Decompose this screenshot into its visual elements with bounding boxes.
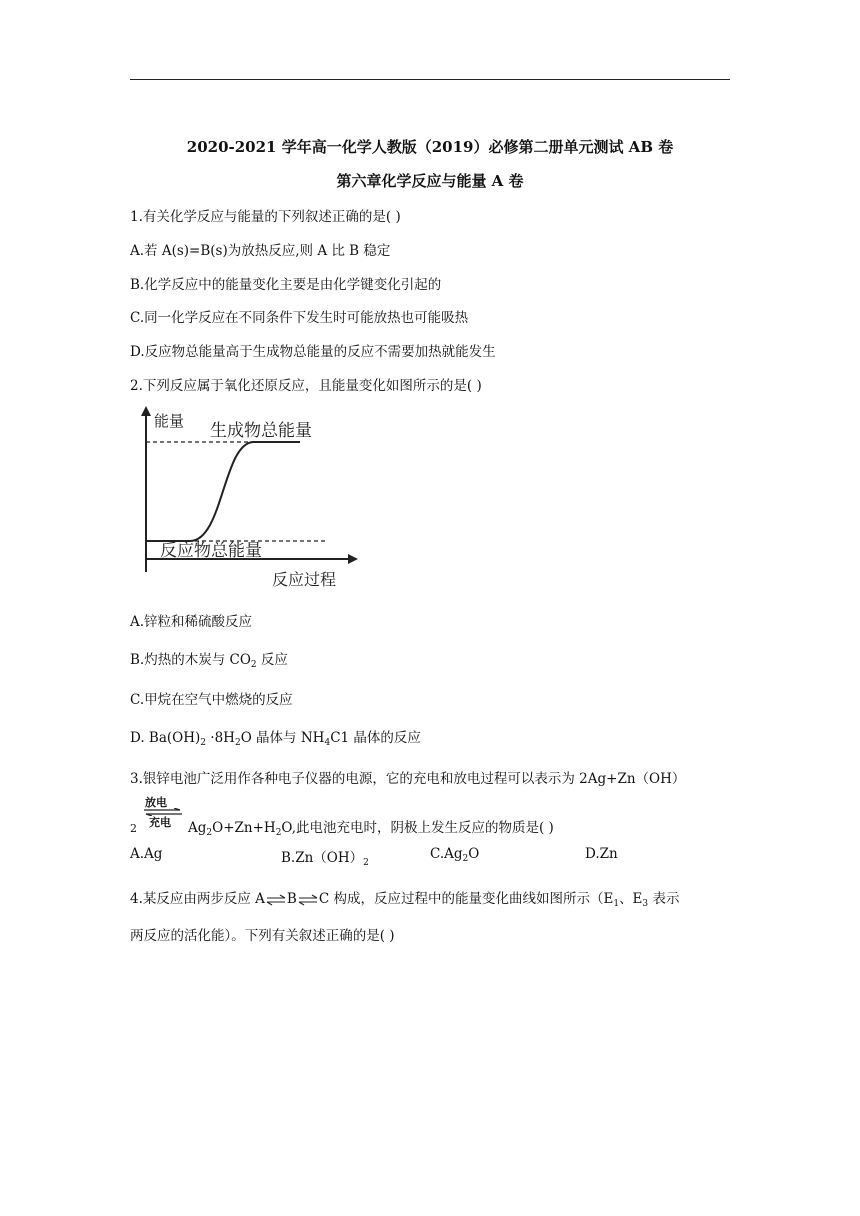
bottom-level-label: 反应物总能量 [160,541,262,561]
q2-option-a: A.锌粒和稀硫酸反应 [130,614,253,630]
q3-option-a: A.Ag [130,846,163,862]
discharge-label: 放电 [145,796,167,809]
charge-label: 充电 [149,816,171,829]
page-title: 2020-2021 学年高一化学人教版（2019）必修第二册单元测试 AB 卷 [186,138,674,156]
q2-option-b: B.灼热的木炭与 $CO_2$ 反应 [130,652,288,670]
q3-option-c: $C.Ag_2O$ [430,846,480,864]
q2-stem: 2.下列反应属于氧化还原反应，且能量变化如图所示的是( ) [130,378,482,394]
q4-line2: 两反应的活化能）。下列有关叙述正确的是( ) [130,928,395,944]
q2-option-d: D. $Ba(OH)_2 \cdot 8H_2O$ 晶体与 $NH_4C1$ 晶体的反应 [130,730,421,748]
header-rule [130,79,730,80]
reversible-reaction-arrow [142,794,184,828]
q1-option-c: C.同一化学反应在不同条件下发生时可能放热也可能吸热 [130,310,469,326]
q1-option-b: B.化学反应中的能量变化主要是由化学键变化引起的 [130,277,442,293]
x-axis-label: 反应过程 [272,570,337,589]
q3-subscript-2: 2 [130,822,137,835]
q3-line1: 3.银锌电池广泛用作各种电子仪器的电源，它的充电和放电过程可以表示为 2Ag+Zn（OH） [130,771,686,787]
q3-option-d: D.Zn [585,846,618,862]
q2-option-c: C.甲烷在空气中燃烧的反应 [130,692,293,708]
equilibrium-arrow-icon [297,894,319,906]
q4-line1: 4.某反应由两步反应 A B C 构成，反应过程中的能量变化曲线如图所示（$E_1$、$E_3$ 表示 [130,891,680,909]
equilibrium-arrow-icon [265,894,287,906]
energy-diagram [128,404,364,592]
q1-stem: 1.有关化学反应与能量的下列叙述正确的是( ) [130,209,401,225]
q1-option-a: A.若 A(s)=B(s)为放热反应,则 A 比 B 稳定 [130,243,391,259]
y-axis-label: 能量 [154,412,185,430]
q1-option-d: D.反应物总能量高于生成物总能量的反应不需要加热就能发生 [130,344,496,360]
q3-option-b: $B.Zn(OH)_2$ [281,850,369,868]
q3-line2: $Ag_2O+Zn+H_2O$,此电池充电时，阴极上发生反应的物质是( ) [188,820,554,838]
page-subtitle: 第六章化学反应与能量 A 卷 [336,172,524,190]
top-level-label: 生成物总能量 [210,421,312,441]
